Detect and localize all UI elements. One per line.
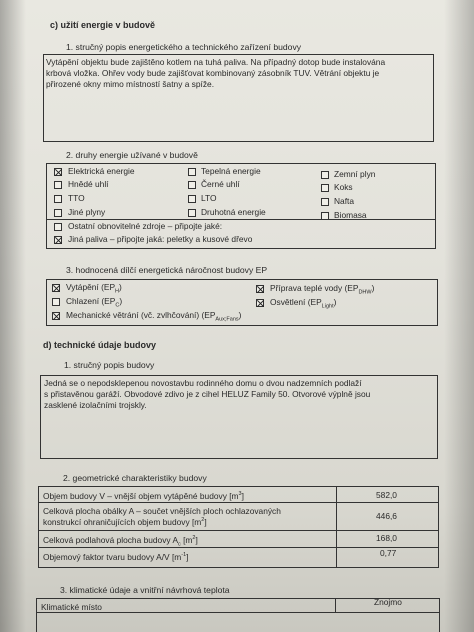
geometry-row-envelope-label: Celková plocha obálky A – součet vnějších ploch ochlazovaných: [43, 506, 281, 516]
climate-table-col-divider: [335, 599, 336, 613]
checkbox-other-gases[interactable]: [54, 209, 62, 217]
checkbox-ventilation[interactable]: [52, 312, 60, 320]
label-thermal: Tepelná energie: [201, 166, 261, 176]
label-tto: TTO: [68, 193, 85, 203]
d1-line-1: Jedná se o nepodsklepenou novostavbu rodinného domu o dvou nadzemních podlaží: [44, 378, 362, 388]
c2-label: 2. druhy energie užívané v budově: [66, 150, 198, 160]
geometry-row-envelope-value: 446,6: [376, 511, 397, 521]
checkbox-lto[interactable]: [188, 195, 196, 203]
label-other-gases: Jiné plyny: [68, 207, 106, 217]
geometry-row-volume-value: 582,0: [376, 490, 397, 500]
c1-line-1: Vytápění objektu bude zajištěno kotlem na tuhá paliva. Na případný dotop bude instalována: [46, 57, 386, 67]
geometry-row-floor-area-value: 168,0: [376, 533, 397, 543]
label-other-renewable: Ostatní obnovitelné zdroje – připojte jaké:: [68, 221, 223, 231]
climate-place-label: Klimatické místo: [41, 602, 102, 612]
geometry-row-shape-factor-value: 0,77: [380, 548, 397, 558]
checkbox-biomass[interactable]: [321, 212, 329, 220]
checkbox-thermal[interactable]: [188, 168, 196, 176]
geometry-row-divider-1: [39, 502, 438, 503]
label-diesel: Nafta: [334, 196, 355, 206]
climate-row-divider: [37, 612, 439, 613]
checkbox-hot-water[interactable]: [256, 285, 264, 293]
page-shadow-left: [0, 0, 26, 632]
checkbox-natural-gas[interactable]: [321, 171, 329, 179]
label-cooling: Chlazení $(EP_C)$: [66, 296, 123, 309]
c3-label: 3. hodnocená dílčí energetická náročnost budovy EP: [66, 265, 268, 275]
page-shadow-right: [444, 0, 474, 632]
checkbox-cooling[interactable]: [52, 298, 60, 306]
label-black-coal: Černé uhlí: [201, 179, 240, 189]
checkbox-lighting[interactable]: [256, 299, 264, 307]
section-d-title: d) technické údaje budovy: [43, 340, 157, 350]
checkbox-other-renewable[interactable]: [54, 223, 62, 231]
geometry-row-divider-2: [39, 530, 438, 531]
label-secondary: Druhotná energie: [201, 207, 266, 217]
geometry-row-divider-3: [39, 547, 438, 548]
d2-label: 2. geometrické charakteristiky budovy: [63, 473, 207, 483]
checkbox-other-fuel[interactable]: [54, 236, 62, 244]
label-lto: LTO: [201, 193, 217, 203]
section-c-title: c) užití energie v budově: [50, 20, 156, 30]
geometry-row-floor-area-label: Celková podlahová plocha budovy $A_c$ $[m^2]$: [43, 535, 198, 548]
label-brown-coal: Hnědé uhlí: [68, 179, 109, 189]
label-natural-gas: Zemní plyn: [334, 169, 376, 179]
checkbox-heating[interactable]: [52, 284, 60, 292]
label-other-fuel: Jiná paliva – připojte jaká: peletky a kusové dřevo: [68, 234, 253, 244]
d1-line-2: s přistavěnou garáží. Obvodové zdivo je z cihel HELUZ Family 50. Otvorové výplně jsou: [44, 389, 371, 399]
checkbox-brown-coal[interactable]: [54, 181, 62, 189]
label-biomass: Biomasa: [334, 210, 367, 220]
label-heating: Vytápění $(EP_H)$: [66, 282, 122, 295]
c1-line-3: přirozené okny mimo místností šatny a spíže.: [46, 79, 215, 89]
label-ventilation: Mechanické větrání (vč. zvlhčování) $(EP_{Aux;Fans})$: [66, 310, 242, 323]
c1-label: 1. stručný popis energetického a technického zařízení budovy: [66, 42, 302, 52]
c1-line-2: krbová vložka. Ohřev vody bude zajišťovat kombinovaný zásobník TUV. Větrání objektu je: [46, 68, 380, 78]
geometry-row-shape-factor-label: Objemový faktor tvaru budovy A/V $[m^{-1}]$: [43, 552, 189, 562]
d3-label: 3. klimatické údaje a vnitřní návrhová teplota: [60, 585, 230, 595]
geometry-table-col-divider: [336, 487, 337, 567]
d1-label: 1. stručný popis budovy: [64, 360, 155, 370]
climate-place-value: Znojmo: [374, 597, 402, 607]
geometry-row-volume-label: Objem budovy V – vnější objem vytápěné budovy $[m^3]$: [43, 491, 244, 501]
label-coke: Koks: [334, 182, 353, 192]
geometry-row-envelope-label-2: konstrukcí ohraničujících objem budovy $[m^2]$: [43, 517, 207, 527]
c2-divider: [47, 219, 435, 220]
checkbox-secondary[interactable]: [188, 209, 196, 217]
checkbox-black-coal[interactable]: [188, 181, 196, 189]
label-hot-water: Příprava teplé vody $(EP_{DHW})$: [270, 283, 375, 296]
checkbox-coke[interactable]: [321, 184, 329, 192]
d1-line-3: zasklené izolačními trojskly.: [44, 400, 147, 410]
label-electric: Elektrická energie: [68, 166, 135, 176]
checkbox-tto[interactable]: [54, 195, 62, 203]
checkbox-diesel[interactable]: [321, 198, 329, 206]
label-lighting: Osvětlení $(EP_{Light})$: [270, 297, 337, 310]
checkbox-electric[interactable]: [54, 168, 62, 176]
